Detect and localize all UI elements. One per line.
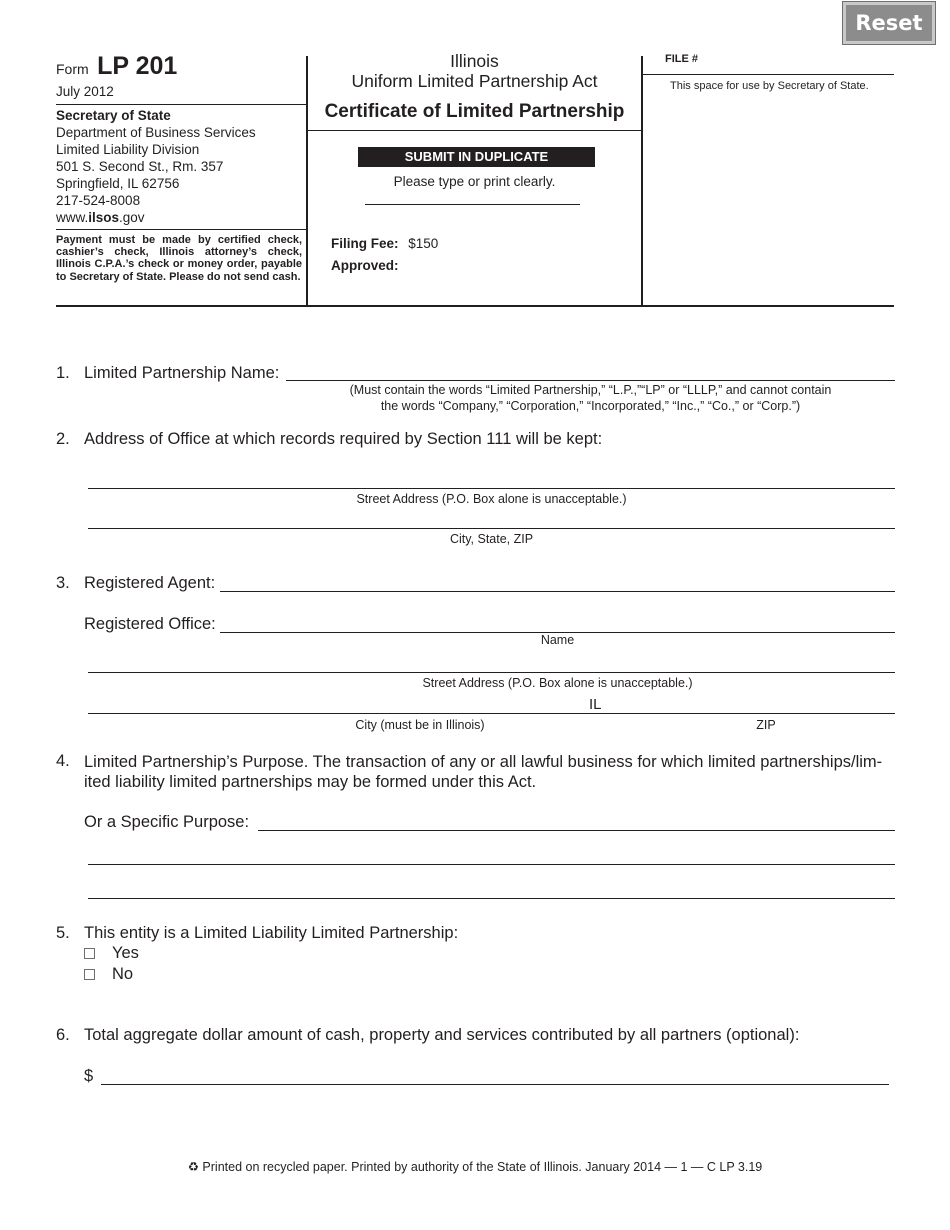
no-label: No bbox=[112, 965, 134, 983]
certificate-title: Certificate of Limited Partnership bbox=[324, 101, 625, 122]
lp-name-label: Limited Partnership Name: bbox=[84, 364, 280, 382]
registered-office-city-input[interactable] bbox=[92, 694, 576, 714]
agency-line: 217-524-8008 bbox=[56, 193, 141, 208]
registered-office-street-input[interactable] bbox=[92, 652, 896, 672]
header-act: Uniform Limited Partnership Act bbox=[351, 71, 598, 91]
file-number-label: FILE # bbox=[665, 53, 699, 65]
city-caption: City, State, ZIP bbox=[449, 532, 534, 546]
records-office-label: Address of Office at which records required by Section 111 will be kept: bbox=[84, 430, 603, 448]
lp-name-note: (Must contain the words “Limited Partnership,” “L.P.,”“LP” or “LLLP,” and cannot contain the words “Company,” “Corporation,” “Incorporated,” “Inc.,” “Co.,” or “Corp.”) bbox=[349, 383, 832, 413]
registered-office-zip-input[interactable] bbox=[640, 694, 894, 714]
records-street-input[interactable] bbox=[92, 468, 896, 488]
header-state: Illinois bbox=[450, 51, 499, 71]
form-date: July 2012 bbox=[56, 84, 114, 99]
print-note: Please type or print clearly. bbox=[393, 174, 556, 189]
item-number: 5. bbox=[56, 924, 70, 942]
filing-fee-label: Filing Fee: bbox=[331, 236, 399, 251]
agency-line: Limited Liability Division bbox=[56, 142, 200, 157]
item-number: 6. bbox=[56, 1026, 70, 1044]
zip-caption: ZIP bbox=[756, 718, 776, 732]
sos-space-note: This space for use by Secretary of State. bbox=[670, 80, 869, 92]
specific-purpose-line3-input[interactable] bbox=[92, 878, 896, 898]
filing-fee bbox=[331, 236, 438, 251]
purpose-text: Limited Partnership’s Purpose. The transaction of any or all lawful business for which limited partnerships/lim- ited liability limited partnerships may be formed under this Act. bbox=[84, 753, 883, 791]
payment-note: Payment must be made by certified check, cashier’s check, Illinois attorney’s check, Illinois C.P.A.’s check or money order, payable to Secretary of State. Please do not send cash. bbox=[56, 234, 302, 283]
lllp-question-label: This entity is a Limited Liability Limited Partnership: bbox=[84, 924, 459, 942]
dollar-sign: $ bbox=[84, 1067, 94, 1085]
name-caption: Name bbox=[540, 633, 575, 647]
contribution-amount-input[interactable] bbox=[105, 1065, 889, 1085]
footer-text: ♻ Printed on recycled paper. Printed by authority of the State of Illinois. January 2014 — 1 — C LP 3.19 bbox=[187, 1160, 763, 1174]
specific-purpose-label: Or a Specific Purpose: bbox=[84, 813, 250, 831]
state-value: IL bbox=[589, 696, 602, 713]
item-number: 1. bbox=[56, 364, 70, 382]
agency-block bbox=[56, 107, 256, 226]
item-number: 3. bbox=[56, 574, 70, 592]
specific-purpose-input[interactable] bbox=[262, 811, 896, 831]
form-id bbox=[56, 52, 177, 81]
yes-checkbox[interactable] bbox=[84, 948, 95, 959]
agency-title: Secretary of State bbox=[56, 108, 171, 123]
item-number: 2. bbox=[56, 430, 70, 448]
approved-label: Approved: bbox=[331, 258, 399, 273]
agency-line: 501 S. Second St., Rm. 357 bbox=[56, 159, 224, 174]
no-checkbox[interactable] bbox=[84, 969, 95, 980]
contribution-label: Total aggregate dollar amount of cash, property and services contributed by all partners (optional): bbox=[84, 1026, 800, 1044]
filing-fee-value: $150 bbox=[408, 236, 439, 251]
submit-banner: SUBMIT IN DUPLICATE bbox=[358, 147, 595, 167]
registered-agent-label: Registered Agent: bbox=[84, 574, 216, 592]
registered-agent-input[interactable] bbox=[224, 572, 896, 592]
street-caption: Street Address (P.O. Box alone is unacceptable.) bbox=[356, 492, 627, 506]
street-caption: Street Address (P.O. Box alone is unacceptable.) bbox=[422, 676, 693, 690]
agency-website: www.ilsos.gov bbox=[56, 210, 145, 225]
agency-line: Department of Business Services bbox=[56, 125, 256, 140]
registered-office-name-input[interactable] bbox=[224, 613, 896, 633]
lp-name-input[interactable] bbox=[290, 362, 894, 382]
records-city-input[interactable] bbox=[92, 508, 896, 528]
specific-purpose-line2-input[interactable] bbox=[92, 844, 896, 864]
registered-office-label: Registered Office: bbox=[84, 615, 216, 633]
agency-line: Springfield, IL 62756 bbox=[56, 176, 180, 191]
yes-label: Yes bbox=[112, 944, 139, 962]
item-number: 4. bbox=[56, 752, 70, 770]
city-caption: City (must be in Illinois) bbox=[355, 718, 485, 732]
form-word: Form bbox=[56, 61, 89, 77]
reset-button[interactable]: Reset bbox=[843, 2, 935, 44]
form-number: LP 201 bbox=[97, 52, 178, 80]
